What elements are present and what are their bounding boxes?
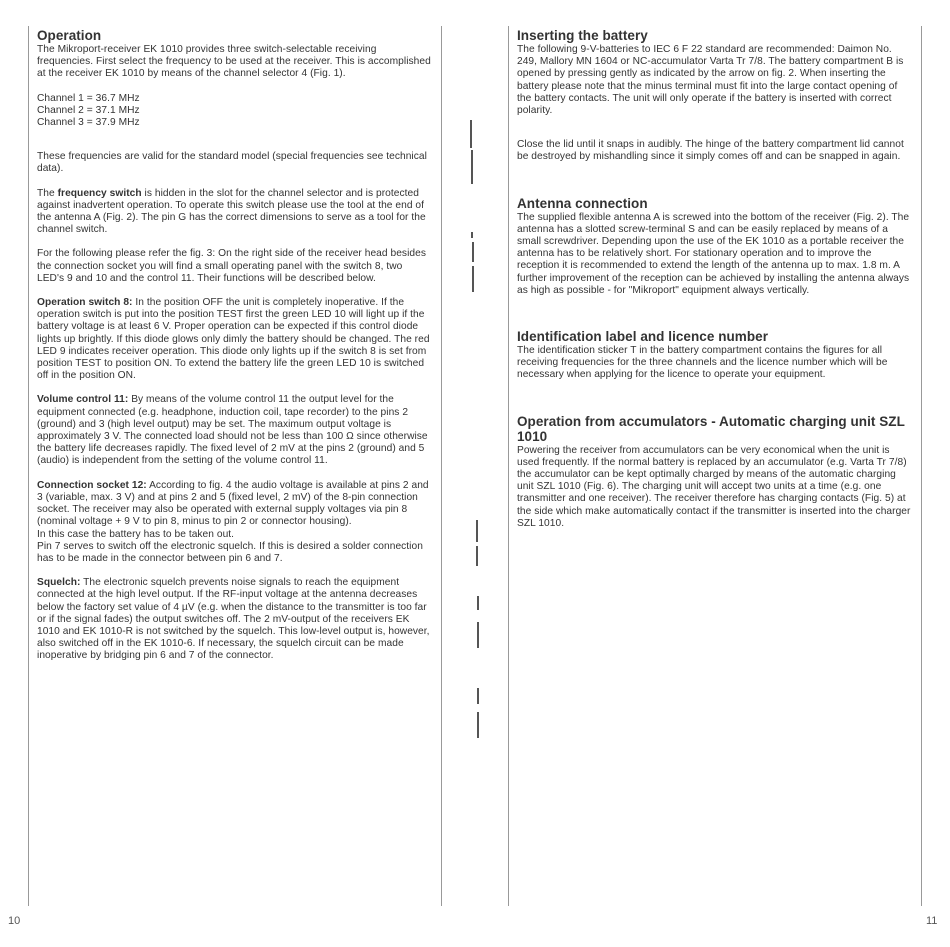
battery-lid-text: Close the lid until it snaps in audibly. The hinge of the battery compartment lid cannot be destroyed by mishandling since it simply comes off and can be snapped in again. xyxy=(517,139,904,163)
gutter-mark xyxy=(477,622,479,648)
frequency-switch-text: is hidden in the slot for the channel selector and is protected against inadvertent operation. To operate this switch please use the tool at the end of the antenna A (Fig. 2). The pin G has the correct dimensions to serve as a tool for the channel switch. xyxy=(37,187,426,236)
frequency-switch-prefix: The xyxy=(37,187,55,199)
volume-control-text: By means of the volume control 11 the output level for the equipment connected (e.g. headphone, induction coil, tape recorder) to the pins 2 (ground) and 3 (high level output) may be set. The maximum output voltage is approximately 3 V. The connected load should not be less than 100 Ω since otherwise the battery life decreases rapidly. The fixed level of 2 mV at the pins 2 (ground) and 5 (audio) is independent from the setting of the volume control 11. xyxy=(37,394,428,467)
gutter-mark xyxy=(477,712,479,738)
frequency-switch-term: frequency switch xyxy=(57,187,142,199)
gutter-mark xyxy=(477,688,479,704)
battery-text: The following 9-V-batteries to IEC 6 F 22 standard are recommended: Daimon No. 249, Mallory MN 1604 or NC-accumulator Varta Tr 7/8. The battery compartment B is opened by pressing gently as indicated by the arrow on fig. 2. When inserting the battery please note that the minus terminal must fit into the large contact opening of the battery contacts. The unit will only operate if the battery is inserted with correct polarity. xyxy=(517,44,904,117)
connection-socket-text: According to fig. 4 the audio voltage is available at pins 2 and 3 (variable, max. 3 V) and at pins 2 and 5 (fixed level, 2 mV) of the 8-pin connection socket. The receiver may also be operated with external supply voltages via pin 8 (nominal voltage + 9 V to pin 8, minus to pin 2 or connector housing). xyxy=(37,479,429,528)
connection-socket-pin7: Pin 7 serves to switch off the electronic squelch. If this is desired a solder connection has to be made in the connector between pin 6 and 7. xyxy=(37,540,423,564)
operation-switch-paragraph xyxy=(37,297,432,382)
squelch-paragraph xyxy=(37,577,432,662)
channel-3: Channel 3 = 37.9 MHz xyxy=(37,117,140,129)
left-column xyxy=(37,28,432,663)
accumulators-heading: Operation from accumulators - Automatic charging unit SZL 1010 xyxy=(517,413,905,444)
page-number-left: 10 xyxy=(8,915,21,927)
operating-panel-paragraph: For the following please refer the fig. 3: On the right side of the receiver head besides the connection socket you will find a small operating panel with the switch 8, two LED's 9 and 10 and the control 11. Their functions will be described below. xyxy=(37,248,426,284)
squelch-text: The electronic squelch prevents noise signals to reach the equipment connected at the high level output. If the RF-input voltage at the antenna decreases below the factory set value of 4 µV (e.g. when the distance to the transmitter is too far or if the signal fades) the output switches off. The 2 mV-output of the receivers EK 1010 and EK 1010-R is not switched by the squelch. This low-level output is, however, also switched off in the EK 1010-6. If necessary, the squelch circuit can be made inoperative by bridging pin 6 and 7 of the connector. xyxy=(37,577,430,662)
gutter-mark xyxy=(476,546,478,566)
gutter-mark xyxy=(471,232,473,238)
left-margin-rule xyxy=(28,26,29,906)
operation-switch-term: Operation switch 8: xyxy=(37,297,133,309)
right-margin-rule xyxy=(921,26,922,906)
gutter-mark xyxy=(470,120,472,148)
volume-control-term: Volume control 11: xyxy=(37,394,129,406)
gutter-mark xyxy=(477,596,479,610)
volume-control-paragraph xyxy=(37,394,432,467)
frequency-switch-paragraph xyxy=(37,188,432,237)
squelch-term: Squelch: xyxy=(37,577,81,589)
operation-switch-text: In the position OFF the unit is completely inoperative. If the operation switch is put into the position TEST first the green LED 10 will light up if the battery voltage is at least 6 V. Proper operation can be expected if this control diode lights up brightly. If this diode glows only dimly the battery should be changed. The red LED 9 indicates receiver operation. This diode only lights up if the switch 8 is set from position TEST to position ON. To extend the battery life the green LED 10 is switched off in the position ON. xyxy=(37,297,430,382)
channel-list xyxy=(37,93,432,130)
right-column-rule xyxy=(508,26,509,906)
gutter-mark xyxy=(472,242,474,262)
connection-socket-note: In this case the battery has to be taken out. xyxy=(37,528,235,540)
frequencies-note: These frequencies are valid for the standard model (special frequencies see technical data). xyxy=(37,151,427,175)
connection-socket-paragraph xyxy=(37,480,432,529)
identification-heading: Identification label and licence number xyxy=(517,329,769,345)
page-number-right: 11 xyxy=(926,915,938,927)
antenna-text: The supplied flexible antenna A is screwed into the bottom of the receiver (Fig. 2). The antenna has a slotted screw-terminal S and can be easily replaced by means of a small screwdriver. Depending upon the use of the EK 1010 as a portable receiver the antenna has to be relatively short. For stationary operation and to improve the reception it is recommended to extend the length of the antenna up to max. 1.8 m. A further improvement of the reception can be achieved by installing the antenna always as high as possible - for "Mikroport" equipment always vertically. xyxy=(517,211,910,296)
left-column-rule xyxy=(441,26,442,906)
gutter-mark xyxy=(476,520,478,542)
right-column xyxy=(517,28,911,530)
gutter-mark xyxy=(471,150,473,184)
accumulators-text: Powering the receiver from accumulators can be very economical when the unit is used frequently. If the normal battery is replaced by an accumulator (e.g. Varta Tr 7/8) the accumulator can be kept optimally charged by means of the automatic charging unit SZL 1010 (Fig. 6). The charging unit will accept two units at a time (e.g. one transmitter and one receiver). The receiver therefore has charging contacts (Fig. 5) at the side which make automatically contact if the transmitter is inserted into the charger SZL 1010. xyxy=(517,444,911,529)
gutter-mark xyxy=(472,266,474,292)
identification-text: The identification sticker T in the battery compartment contains the figures for all receiving frequencies for the three channels and the licence number which will be necessary when applying for the licence to operate your equipment. xyxy=(517,345,888,381)
connection-socket-term: Connection socket 12: xyxy=(37,479,147,491)
antenna-heading: Antenna connection xyxy=(517,195,648,211)
channel-1: Channel 1 = 36.7 MHz xyxy=(37,92,140,104)
operation-intro: The Mikroport-receiver EK 1010 provides three switch-selectable receiving frequencies. First select the frequency to be used at the receiver. This is accomplished at the receiver EK 1010 by means of the channel selector 4 (Fig. 1). xyxy=(37,44,431,80)
channel-2: Channel 2 = 37.1 MHz xyxy=(37,104,140,116)
operation-heading: Operation xyxy=(37,28,102,43)
battery-heading: Inserting the battery xyxy=(517,28,648,43)
